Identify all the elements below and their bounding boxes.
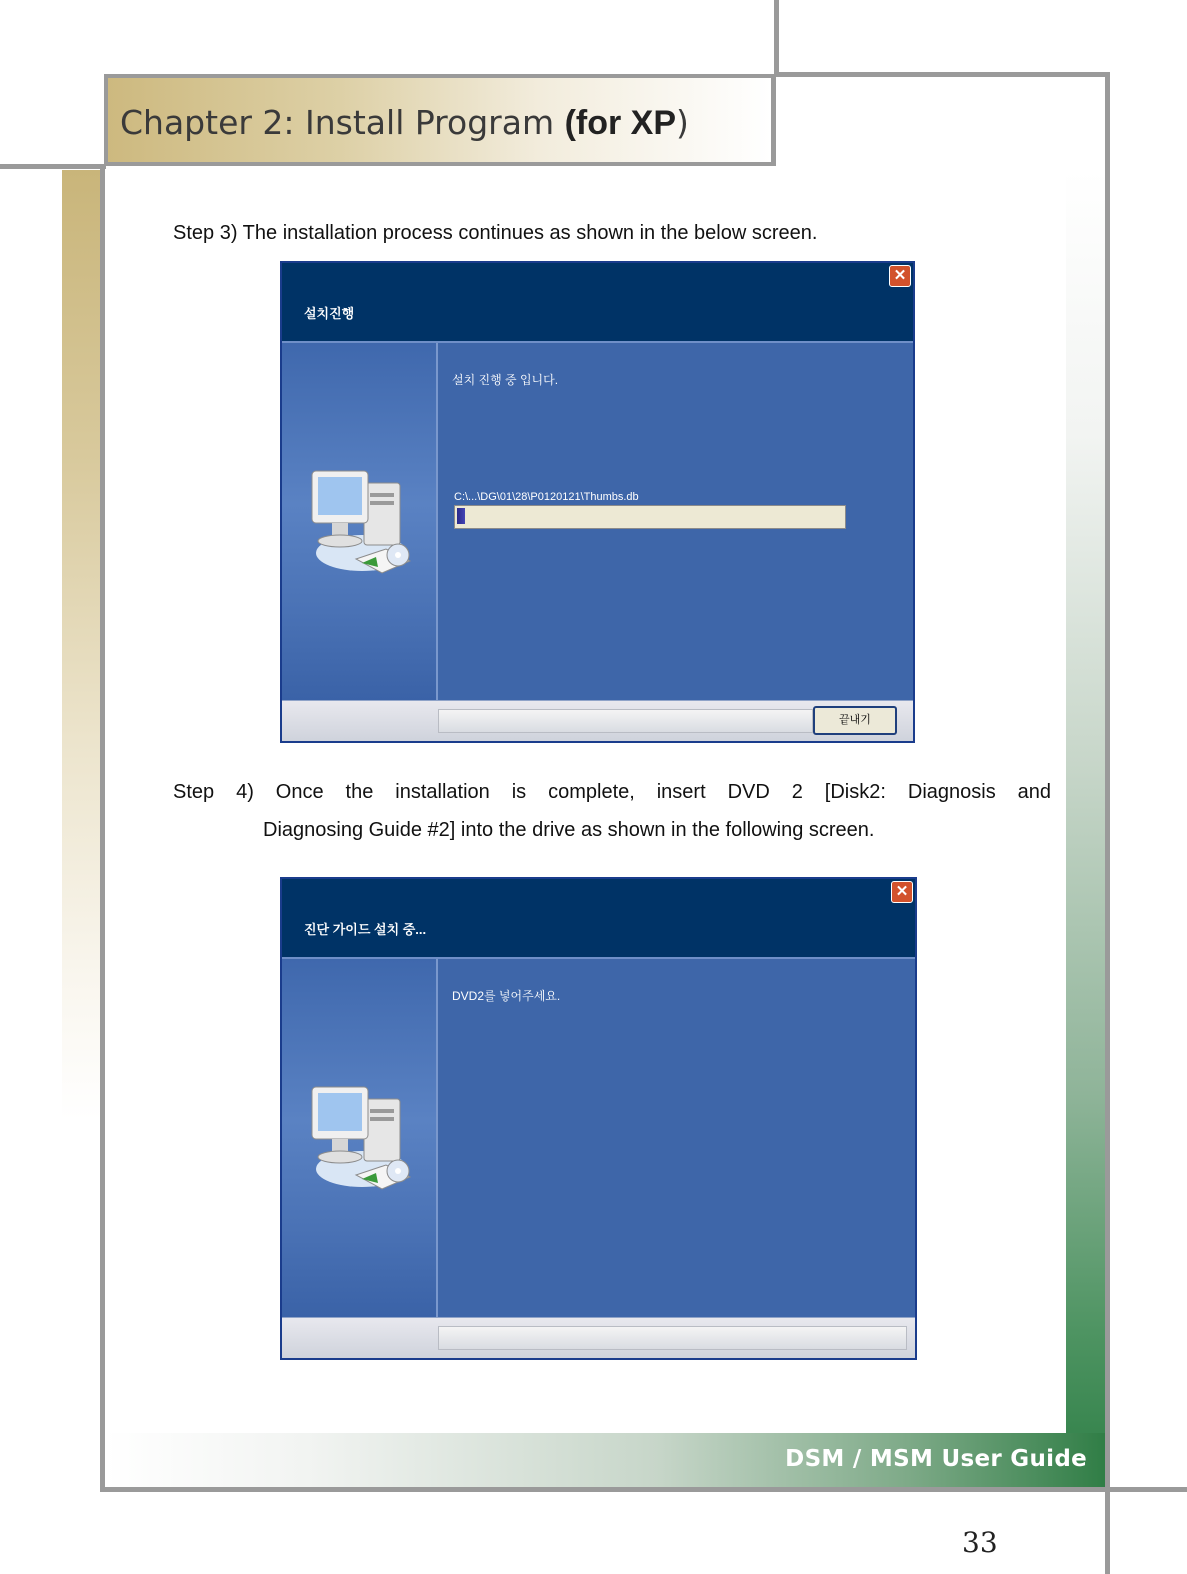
footer-panel bbox=[438, 709, 813, 733]
window-footer bbox=[282, 700, 913, 741]
guide-title: DSM / MSM User Guide bbox=[785, 1446, 1087, 1472]
window-footer bbox=[282, 1317, 915, 1358]
frame-line bbox=[0, 164, 106, 169]
window-title: 설치진행 bbox=[304, 306, 355, 321]
progress-fill bbox=[457, 508, 465, 524]
panel-divider bbox=[436, 343, 438, 701]
left-gold-strip bbox=[62, 170, 104, 1120]
left-panel bbox=[282, 959, 436, 1318]
installer-window-progress bbox=[280, 261, 915, 743]
status-message: DVD2를 넣어주세요. bbox=[452, 989, 561, 1003]
frame-line bbox=[776, 72, 1110, 77]
close-icon[interactable]: ✕ bbox=[889, 265, 911, 287]
chapter-title: Chapter 2: Install Program (for XP) bbox=[120, 103, 689, 142]
status-message: 설치 진행 중 입니다. bbox=[452, 373, 559, 387]
frame-line bbox=[774, 0, 779, 74]
window-title: 진단 가이드 설치 중... bbox=[304, 922, 427, 937]
step4-text-line1: Step 4) Once the installation is complete, insert DVD 2 [Disk2: Diagnosis and bbox=[173, 781, 1051, 803]
window-header bbox=[282, 879, 915, 957]
page-number: 33 bbox=[962, 1526, 998, 1559]
step3-text: Step 3) The installation process continues as shown in the below screen. bbox=[173, 222, 818, 244]
step4-text-line2: Diagnosing Guide #2] into the drive as shown in the following screen. bbox=[263, 819, 875, 841]
frame-line bbox=[1066, 1487, 1187, 1492]
footer-panel bbox=[438, 1326, 907, 1350]
computer-installer-icon bbox=[306, 463, 418, 579]
current-file-path: C:\...\DG\01\28\P0120121\Thumbs.db bbox=[454, 491, 639, 503]
frame-line bbox=[1105, 72, 1110, 1574]
computer-installer-icon bbox=[306, 1079, 418, 1195]
left-panel bbox=[282, 343, 436, 701]
exit-button[interactable]: 끝내기 bbox=[813, 706, 897, 735]
installer-window-insert-dvd bbox=[280, 877, 917, 1360]
window-header bbox=[282, 263, 913, 341]
frame-line bbox=[100, 1487, 1110, 1492]
close-icon[interactable]: ✕ bbox=[891, 881, 913, 903]
panel-divider bbox=[436, 959, 438, 1318]
right-green-strip bbox=[1066, 170, 1108, 1490]
frame-line bbox=[100, 164, 105, 1492]
progress-bar bbox=[454, 505, 846, 529]
